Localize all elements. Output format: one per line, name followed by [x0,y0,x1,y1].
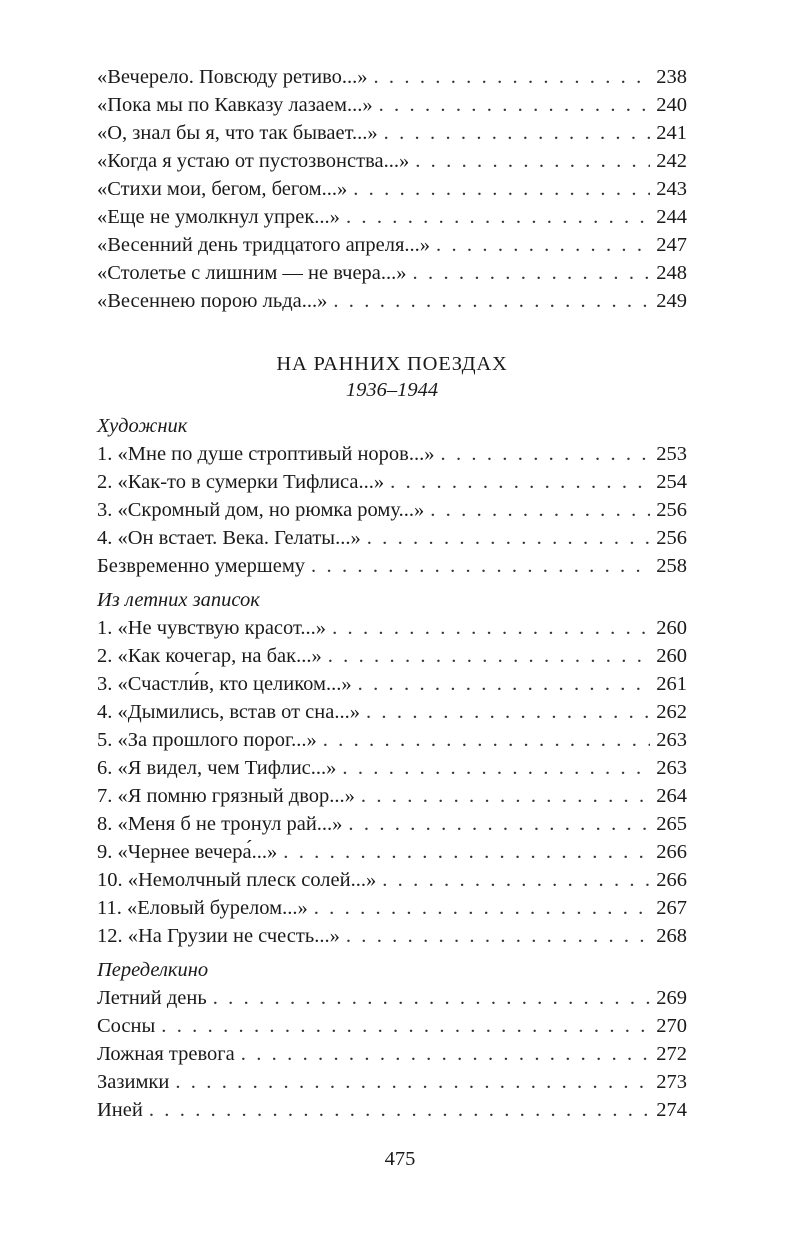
toc-entry [97,231,687,259]
toc-entry [97,175,687,203]
entry-page: 248 [656,262,687,284]
dot-leader [333,287,650,315]
entry-page: 269 [656,987,687,1009]
dot-leader [332,614,650,642]
toc-entry [97,496,687,524]
dot-leader [367,524,651,552]
entry-title: Ложная тревога [97,1043,235,1065]
entry-title: «Еще не умолкнул упрек...» [97,206,340,228]
entry-page: 254 [656,471,687,493]
toc-entry [97,259,687,287]
entry-title: «Стихи мои, бегом, бегом...» [97,178,348,200]
entry-page: 261 [656,673,687,695]
entry-page: 266 [656,869,687,891]
entry-title: 3. «Скромный дом, но рюмка рому...» [97,499,425,521]
entry-title: «Вечерело. Повсюду ретиво...» [97,66,368,88]
dot-leader [415,147,650,175]
entry-page: 243 [656,178,687,200]
entry-page: 249 [656,290,687,312]
entry-page: 272 [656,1043,687,1065]
entry-page: 256 [656,499,687,521]
entry-page: 263 [656,757,687,779]
entry-title: 10. «Немолчный плеск солей...» [97,869,377,891]
entry-title: 2. «Как-то в сумерки Тифлиса...» [97,471,385,493]
dot-leader [373,63,650,91]
entry-title: 1. «Не чувствую красот...» [97,617,327,639]
entry-title: Безвременно умершему [97,555,306,577]
entry-page: 242 [656,150,687,172]
dot-leader [175,1068,650,1096]
page-number: 475 [384,1148,416,1170]
entry-title: 5. «За прошлого порог...» [97,729,317,751]
entry-page: 273 [656,1071,687,1093]
toc-entry [97,1068,687,1096]
dot-leader [241,1040,650,1068]
entry-page: 262 [656,701,687,723]
dot-leader [390,468,650,496]
toc-entry [97,866,687,894]
entry-title: Сосны [97,1015,156,1037]
dot-leader [384,119,651,147]
entry-page: 241 [656,122,687,144]
entry-title: «Весенний день тридцатого апреля...» [97,234,431,256]
toc-entry [97,614,687,642]
entry-title: «Когда я устаю от пустозвонства...» [97,150,410,172]
dot-leader [366,698,650,726]
entry-page: 274 [656,1099,687,1121]
entry-title: 4. «Дымились, встав от сна...» [97,701,360,723]
entry-title: «Столетье с лишним — не вчера...» [97,262,407,284]
entry-title: «О, знал бы я, что так бывает...» [97,122,378,144]
entry-page: 265 [656,813,687,835]
toc-entry [97,1040,687,1068]
entry-page: 270 [656,1015,687,1037]
toc-entry [97,984,687,1012]
entry-page: 238 [656,66,687,88]
entry-title: Летний день [97,987,207,1009]
dot-leader [353,175,650,203]
toc-entry [97,670,687,698]
toc-entry [97,119,687,147]
table-of-contents [97,63,687,1124]
toc-entry [97,287,687,315]
dot-leader [283,838,650,866]
entry-title: Зазимки [97,1071,170,1093]
entry-title: «Пока мы по Кавказу лазаем...» [97,94,373,116]
toc-entry [97,552,687,580]
entry-page: 264 [656,785,687,807]
dot-leader [328,642,651,670]
toc-entry [97,782,687,810]
toc-entry [97,147,687,175]
entry-page: 253 [656,443,687,465]
group-heading: Художник [97,415,188,437]
entry-page: 256 [656,527,687,549]
dot-leader [358,670,651,698]
dot-leader [314,894,651,922]
entry-page: 244 [656,206,687,228]
toc-entry [97,894,687,922]
dot-leader [436,231,650,259]
dot-leader [161,1012,650,1040]
section-years: 1936–1944 [345,379,439,401]
dot-leader [382,866,650,894]
entry-title: 2. «Как кочегар, на бак...» [97,645,322,667]
entry-title: 4. «Он встает. Века. Гелаты...» [97,527,361,549]
toc-top-list [97,63,687,315]
entry-title: 7. «Я помню грязный двор...» [97,785,355,807]
dot-leader [213,984,651,1012]
entry-title: «Весеннею порою льда...» [97,290,328,312]
group-heading: Переделкино [97,959,209,981]
entry-page: 268 [656,925,687,947]
dot-leader [413,259,651,287]
dot-leader [346,922,650,950]
entry-page: 240 [656,94,687,116]
entry-page: 263 [656,729,687,751]
toc-entry [97,922,687,950]
entry-title: 9. «Чернее вечера́...» [97,841,278,863]
toc-entry [97,524,687,552]
toc-entry [97,440,687,468]
dot-leader [348,810,650,838]
entry-page: 267 [656,897,687,919]
toc-entry [97,698,687,726]
dot-leader [441,440,651,468]
entry-title: 3. «Счастли́в, кто целиком...» [97,673,352,695]
entry-title: 6. «Я видел, чем Тифлис...» [97,757,337,779]
dot-leader [323,726,651,754]
toc-entry [97,63,687,91]
entry-page: 260 [656,645,687,667]
entry-page: 247 [656,234,687,256]
toc-entry [97,642,687,670]
entry-title: Иней [97,1099,143,1121]
entry-page: 260 [656,617,687,639]
toc-group-summer-notes [97,586,687,950]
toc-group-peredelkino [97,956,687,1124]
dot-leader [379,91,651,119]
toc-entry [97,203,687,231]
entry-title: 1. «Мне по душе строптивый норов...» [97,443,435,465]
dot-leader [430,496,650,524]
section-title: НА РАННИХ ПОЕЗДАХ [276,353,508,375]
entry-page: 266 [656,841,687,863]
dot-leader [342,754,650,782]
group-heading: Из летних записок [97,589,260,611]
toc-entry [97,810,687,838]
toc-entry [97,91,687,119]
entry-title: 12. «На Грузии не счесть...» [97,925,340,947]
dot-leader [311,552,650,580]
dot-leader [361,782,650,810]
toc-entry [97,754,687,782]
toc-entry [97,726,687,754]
entry-page: 258 [656,555,687,577]
toc-entry [97,1012,687,1040]
entry-title: 11. «Еловый бурелом...» [97,897,308,919]
dot-leader [149,1096,650,1124]
toc-group-painter [97,412,687,580]
dot-leader [346,203,650,231]
entry-title: 8. «Меня б не тронул рай...» [97,813,343,835]
toc-entry [97,468,687,496]
toc-entry [97,1096,687,1124]
toc-entry [97,838,687,866]
